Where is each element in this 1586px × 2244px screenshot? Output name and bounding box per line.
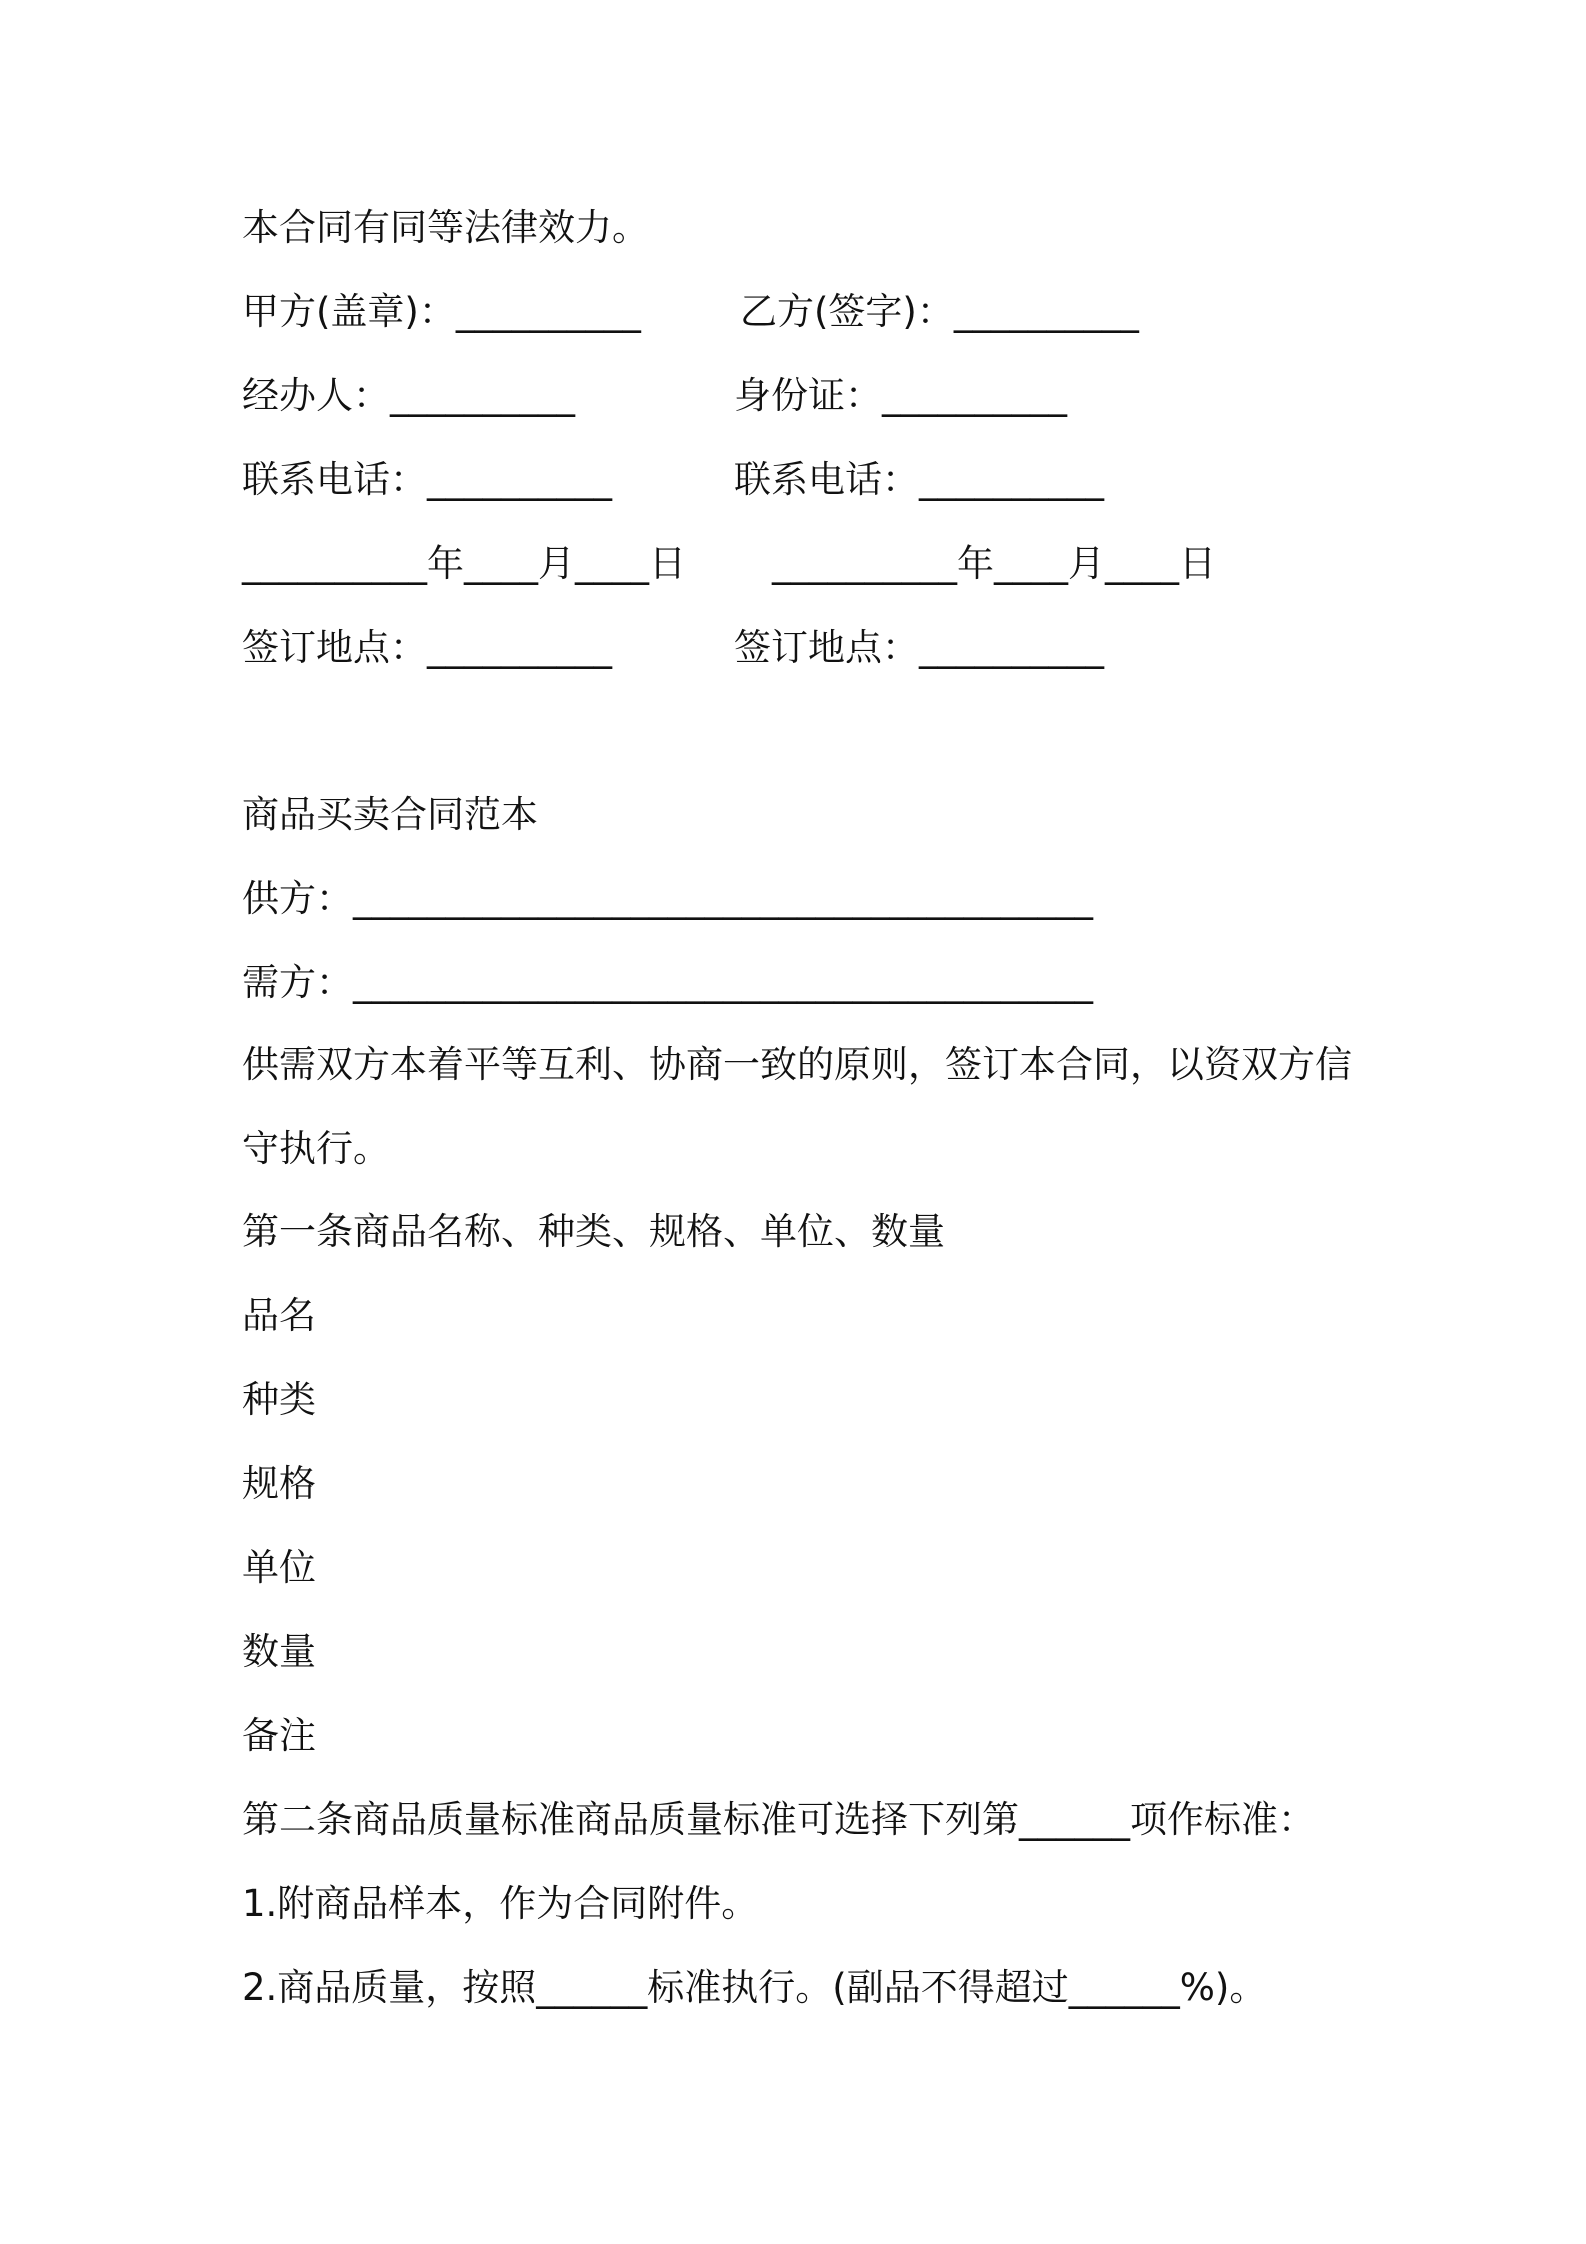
template-title: 商品买卖合同范本	[242, 793, 538, 836]
intro-paragraph-line-1: 供需双方本着平等互利、协商一致的原则，签订本合同，以资双方信	[242, 1043, 1352, 1086]
field-item-spec: 规格	[242, 1462, 316, 1505]
id-card-field: 身份证：__________	[734, 374, 1067, 417]
party-a-phone-field: 联系电话：__________	[242, 458, 612, 501]
article-2-heading: 第二条商品质量标准商品质量标准可选择下列第______项作标准：	[242, 1798, 1315, 1841]
field-item-remark: 备注	[242, 1714, 316, 1757]
quality-option-2: 2.商品质量，按照______标准执行。(副品不得超过______%)。	[242, 1966, 1267, 2009]
party-a-seal-field: 甲方(盖章)：__________	[242, 290, 641, 333]
article-1-heading: 第一条商品名称、种类、规格、单位、数量	[242, 1210, 945, 1253]
field-item-category: 种类	[242, 1378, 316, 1421]
buyer-field: 需方：________________________________________	[242, 961, 1093, 1004]
party-b-phone-field: 联系电话：__________	[734, 458, 1104, 501]
field-item-quantity: 数量	[242, 1630, 316, 1673]
party-a-place-field: 签订地点：__________	[242, 626, 612, 669]
quality-option-1: 1.附商品样本，作为合同附件。	[242, 1882, 759, 1925]
field-item-name: 品名	[242, 1294, 316, 1337]
party-b-place-field: 签订地点：__________	[734, 626, 1104, 669]
agent-field: 经办人：__________	[242, 374, 575, 417]
party-b-date-field: __________年____月____日	[772, 542, 1216, 585]
field-item-unit: 单位	[242, 1546, 316, 1589]
party-a-date-field: __________年____月____日	[242, 542, 686, 585]
party-b-sign-field: 乙方(签字)：__________	[740, 290, 1139, 333]
supplier-field: 供方：________________________________________	[242, 877, 1093, 920]
intro-paragraph-line-2: 守执行。	[242, 1127, 390, 1170]
effect-statement: 本合同有同等法律效力。	[242, 206, 649, 249]
